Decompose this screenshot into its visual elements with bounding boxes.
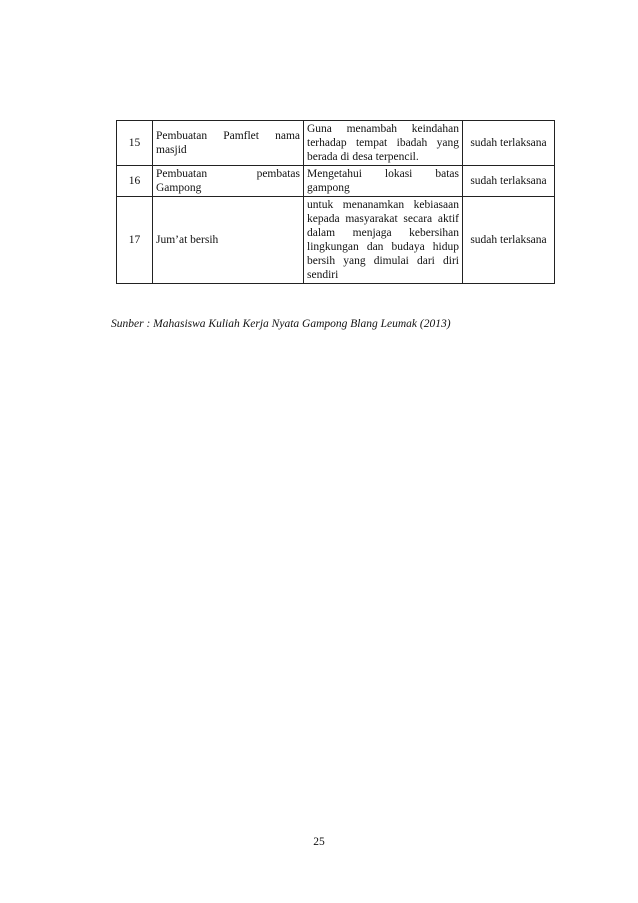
table-row — [117, 121, 555, 166]
table-source-caption: Sunber : Mahasiswa Kuliah Kerja Nyata Gampong Blang Leumak (2013) — [111, 318, 451, 330]
status-cell: sudah terlaksana — [463, 121, 555, 166]
status-cell: sudah terlaksana — [463, 197, 555, 284]
activity-cell: Pembuatan pembatas Gampong — [153, 166, 304, 197]
row-number-cell: 17 — [117, 197, 153, 284]
table-row — [117, 166, 555, 197]
activity-cell: Pembuatan Pamflet nama masjid — [153, 121, 304, 166]
program-table — [116, 120, 555, 284]
activity-cell: Jum’at bersih — [153, 197, 304, 284]
purpose-cell: Mengetahui lokasi batas gampong — [304, 166, 463, 197]
page-number: 25 — [313, 836, 325, 848]
row-number-cell: 16 — [117, 166, 153, 197]
purpose-cell: untuk menanamkan kebiasaan kepada masyarakat secara aktif dalam menjaga kebersihan lingkungan dan budaya hidup bersih yang dimulai dari diri sendiri — [304, 197, 463, 284]
row-number-cell: 15 — [117, 121, 153, 166]
table-row — [117, 197, 555, 284]
purpose-cell: Guna menambah keindahan terhadap tempat ibadah yang berada di desa terpencil. — [304, 121, 463, 166]
status-cell: sudah terlaksana — [463, 166, 555, 197]
